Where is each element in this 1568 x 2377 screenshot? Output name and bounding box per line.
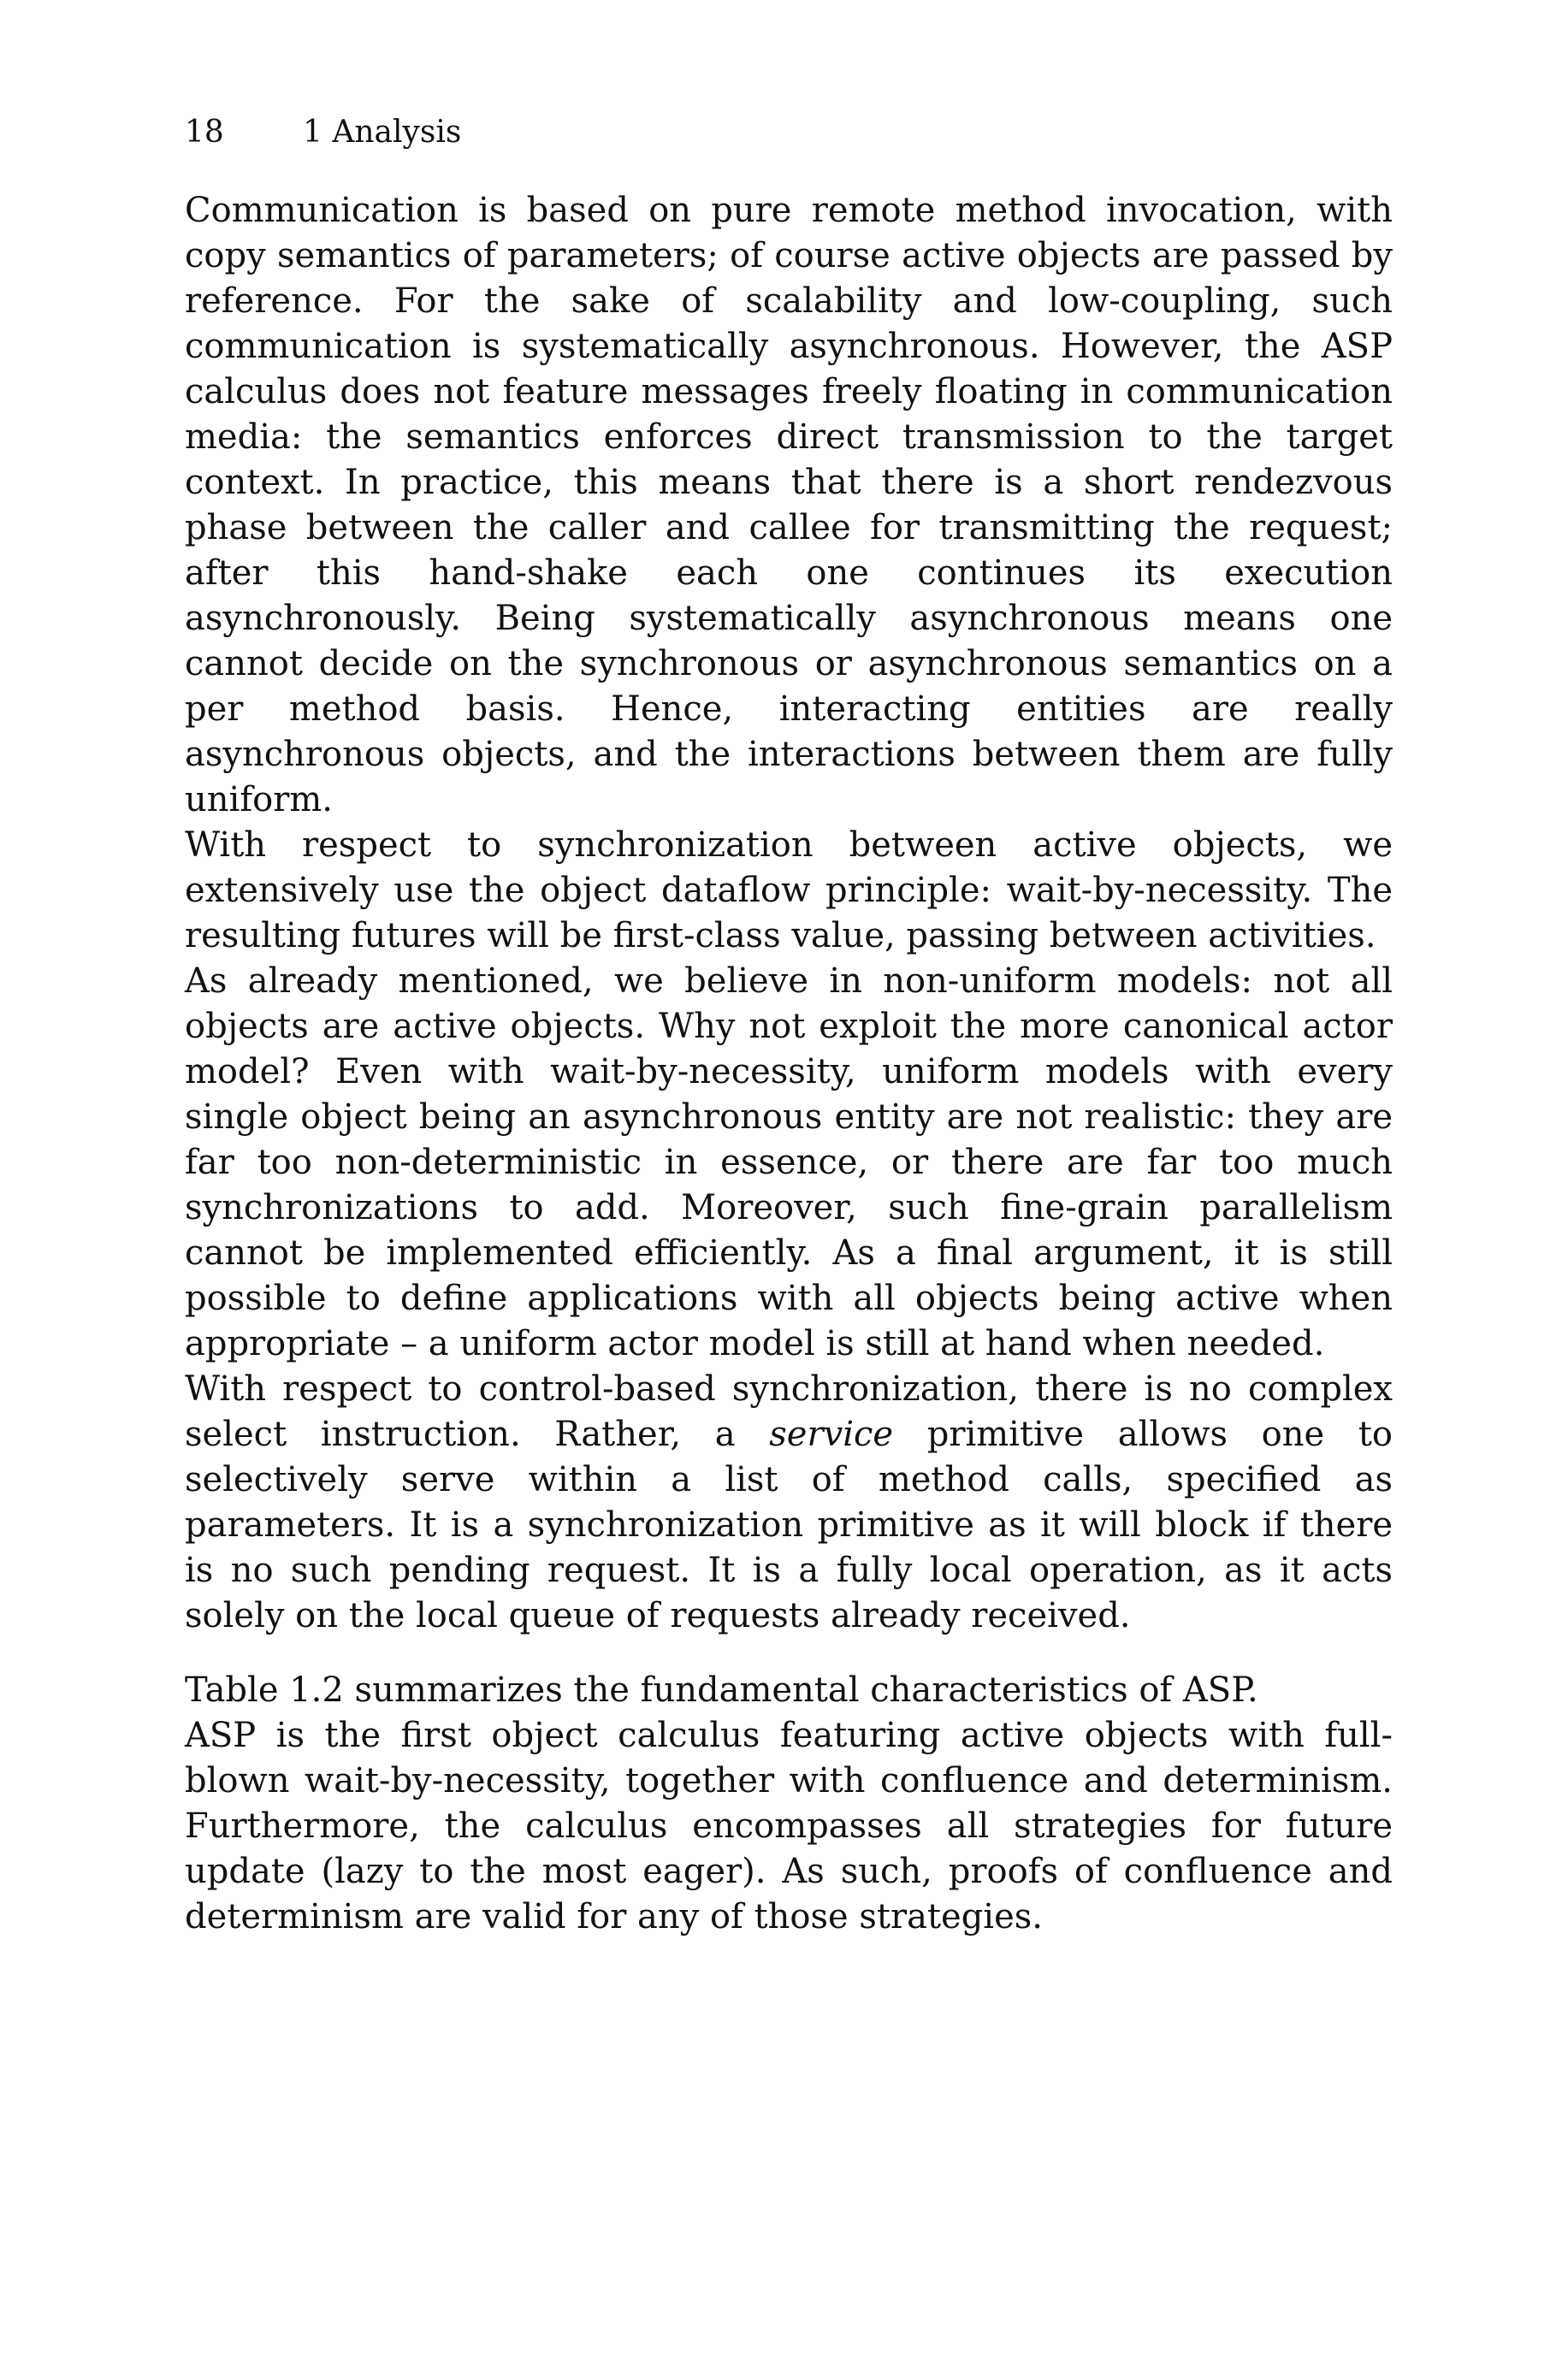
service-term: service	[769, 1415, 894, 1454]
book-page	[185, 113, 1393, 1940]
running-head	[185, 113, 1393, 152]
service-text-after: primitive allows one to selectively serve within a list of method calls, specified as parameters. It is a synchronization primitive as it will block if there is no such pending request. It is a fully local operation, as it acts solely on the local queue of requests already received.	[185, 1415, 1393, 1635]
paragraph-non-uniform-models: As already mentioned, we believe in non-uniform models: not all objects are active objects. Why not exploit the more canonical actor model? Even with wait-by-necessity, uniform models with every single object being an asynchronous entity are not realistic: they are far too non-deterministic in essence, or there are far too much synchronizations to add. Moreover, such fine-grain parallelism cannot be implemented efficiently. As a final argument, it is still possible to define applications with all objects being active when appropriate – a uniform actor model is still at hand when needed.	[185, 961, 1393, 1363]
service-text-before: With respect to control-based synchronization, there is no complex select instruction. Rather, a	[185, 1369, 1393, 1454]
body-text	[185, 188, 1393, 1940]
paragraph-communication: Communication is based on pure remote method invocation, with copy semantics of parameters; of course active objects are passed by reference. For the sake of scalability and low-coupling, such communication is systematically asynchronous. However, the ASP calculus does not feature messages freely floating in communication media: the semantics enforces direct transmission to the target context. In practice, this means that there is a short rendezvous phase between the caller and callee for transmitting the request; after this hand-shake each one continues its execution asynchronously. Being systematically asynchronous means one cannot decide on the synchronous or asynchronous semantics on a per method basis. Hence, interacting entities are really asynchronous objects, and the interactions between them are fully uniform.	[185, 191, 1393, 819]
chapter-title: 1 Analysis	[303, 115, 462, 150]
paragraph-synchronization: With respect to synchronization between active objects, we extensively use the object dataflow principle: wait-by-necessity. The resulting futures will be first-class value, passing between activities.	[185, 825, 1393, 955]
paragraph-service-primitive	[185, 1367, 1393, 1639]
page-number: 18	[185, 115, 224, 150]
paragraph-gap	[185, 1639, 1393, 1668]
paragraph-asp-summary: ASP is the first object calculus featuring active objects with full-blown wait-by-necessity, together with confluence and determinism. Furthermore, the calculus encompasses all strategies for future update (lazy to the most eager). As such, proofs of confluence and determinism are valid for any of those strategies.	[185, 1716, 1393, 1936]
paragraph-table-summary: Table 1.2 summarizes the fundamental characteristics of ASP.	[185, 1670, 1258, 1710]
